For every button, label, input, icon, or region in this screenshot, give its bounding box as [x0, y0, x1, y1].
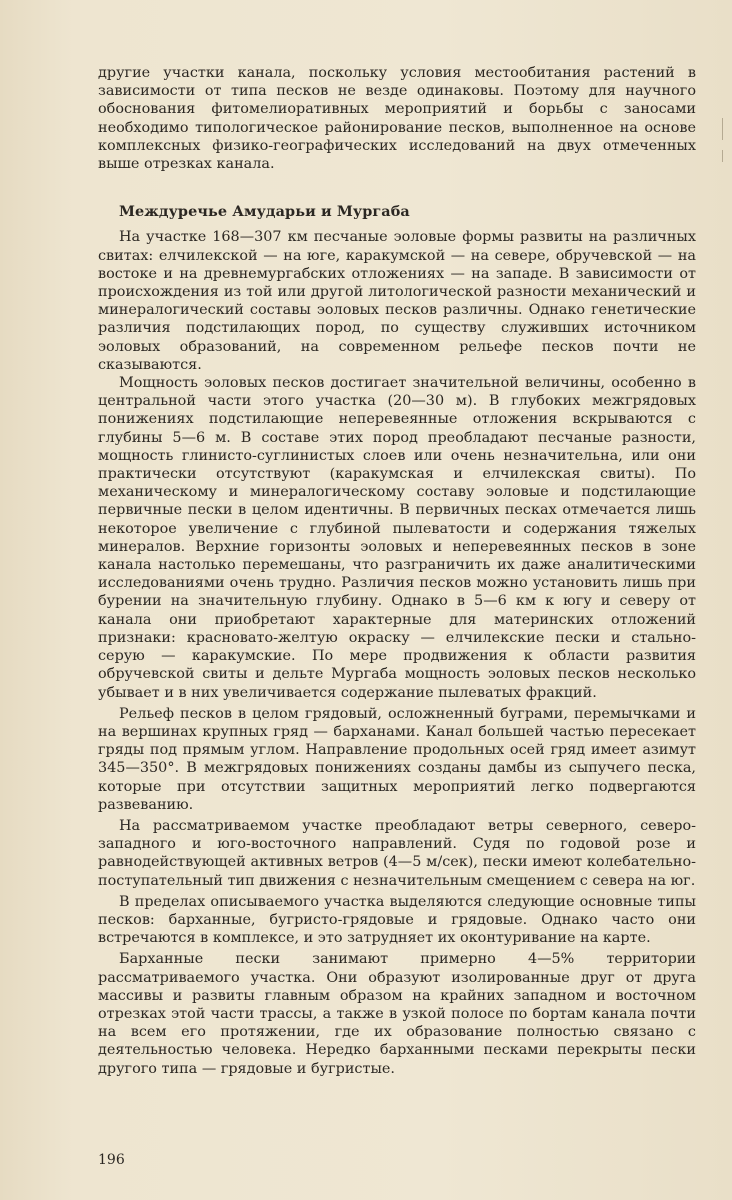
paragraph-continued: другие участки канала, поскольку условия местообитания растений в зависимости от типа песков не везде одинаковы. Поэтому для научного обоснования фитомелиоративных мероприятий и борьбы с заносами необходимо типологическое районирование песков, выполненное на основе комплексных физико-географических исследований на двух отмеченных выше отрезках канала. — [98, 65, 696, 173]
paragraph: На участке 168—307 км песчаные эоловые формы развиты на различных свитах: елчилекской — на юге, каракумской — на севере, обручевской — на востоке и на древнемургабских отложениях — на западе. В зависимости от происхождения из той или другой литологической разности механический и минералогический составы эоловых песков различны. Однако генетические различия подстилающих пород, по существу служивших источником эоловых образований, на современном рельефе песков почти не сказываются. — [98, 229, 696, 373]
paragraph: В пределах описываемого участка выделяются следующие основные типы песков: барханные, бугристо-грядовые и грядовые. Однако часто они встречаются в комплексе, и это затрудняет их оконтуривание на карте. — [98, 893, 696, 947]
paragraph: Барханные пески занимают примерно 4—5% территории рассматриваемого участка. Они образуют изолированные друг от друга массивы и развиты главным образом на крайних западном и восточном отрезках этой части трассы, а также в узкой полосе по бортам канала почти на всем его протяжении, где их образование полностью связано с деятельностью человека. Нередко барханными песками перекрыты пески другого типа — грядовые и бугристые. — [98, 951, 696, 1077]
margin-mark — [722, 150, 723, 162]
text-column — [98, 64, 696, 1078]
margin-mark — [722, 118, 723, 140]
paragraph: Рельеф песков в целом грядовый, осложненный буграми, перемычками и на вершинах крупных гряд — барханами. Канал большей частью пересекает гряды под прямым углом. Направление продольных осей гряд имеет азимут 345—350°. В межгрядовых понижениях созданы дамбы из сыпучего песка, которые при отсутствии защитных мероприятий легко подвергаются развеванию. — [98, 705, 696, 813]
section-heading: Междуречье Амударьи и Мургаба — [119, 203, 410, 221]
page-number: 196 — [98, 1152, 125, 1168]
paragraph: Мощность эоловых песков достигает значительной величины, особенно в центральной части этого участка (20—30 м). В глубоких межгрядовых понижениях подстилающие неперевеянные отложения вскрываются с глубины 5—6 м. В составе этих пород преобладают песчаные разности, мощность глинисто-суглинистых слоев или очень незначительна, или они практически отсутствуют (каракумская и елчилекская свиты). По механическому и минералогическому составу эоловые и подстилающие первичные пески в целом идентичны. В первичных песках отмечается лишь некоторое увеличение с глубиной пылеватости и содержания тяжелых минералов. Верхние горизонты эоловых и неперевеянных песков в зоне канала настолько перемешаны, что разграничить их даже аналитическими исследованиями очень трудно. Различия песков можно установить лишь при бурении на значительную глубину. Однако в 5—6 км к югу и северу от канала они приобретают характерные для материнских отложений признаки: красновато-желтую окраску — елчилекские пески и стально-серую — каракумские. По мере продвижения к области развития обручевской свиты и дельте Мургаба мощность эоловых песков несколько убывает и в них увеличивается содержание пылеватых фракций. — [98, 375, 696, 701]
paragraph: На рассматриваемом участке преобладают ветры северного, северо-западного и юго-восточного направлений. Судя по годовой розе и равнодействующей активных ветров (4—5 м/сек), пески имеют колебательно-поступательный тип движения с незначительным смещением с севера на юг. — [98, 817, 696, 889]
